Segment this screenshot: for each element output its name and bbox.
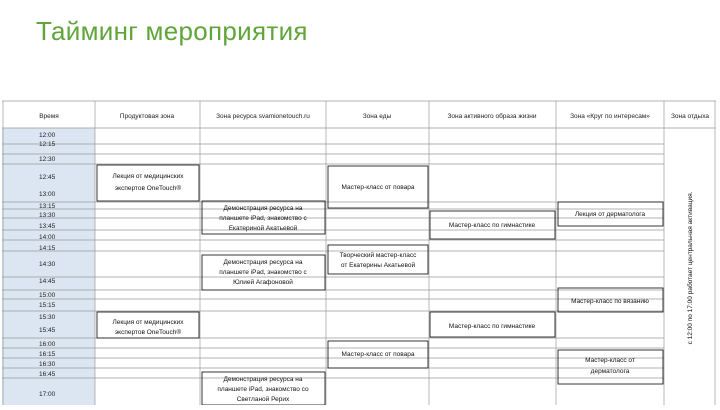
time-label: 15:00 <box>39 292 56 299</box>
event-text: планшете iPad, знакомство со <box>217 386 309 393</box>
event-text: Юлией Агафоновой <box>233 279 293 286</box>
column-header: Зона активного образа жизни <box>447 113 537 120</box>
event-text: планшете iPad, знакомство с <box>219 215 307 222</box>
time-label: 13:30 <box>39 212 56 219</box>
time-label: 16:45 <box>39 371 56 378</box>
time-label: 15:45 <box>39 327 56 334</box>
event-text: Мастер-класс по гимнастике <box>448 323 536 330</box>
column-header: Зона еды <box>362 113 392 120</box>
event-text: от Екатерины Акатьевой <box>340 262 416 269</box>
column-header: Время <box>39 113 59 120</box>
time-label: 14:30 <box>39 261 56 268</box>
event-text: Творческий мастер-класс <box>339 252 417 259</box>
event-text: Мастер-класс от <box>585 357 635 364</box>
time-label: 15:15 <box>39 302 56 309</box>
column-header: Зона отдыха <box>670 113 710 120</box>
time-label: 17:00 <box>39 391 56 398</box>
time-label: 16:00 <box>39 341 56 348</box>
column-header: Продуктовая зона <box>119 113 175 120</box>
event-text: Мастер-класс по гимнастике <box>448 222 536 229</box>
event-text: Демонстрация ресурса на <box>223 376 303 383</box>
event-text: Екатериной Акатьевой <box>228 225 298 232</box>
time-label: 14:00 <box>39 234 56 241</box>
event-text: Лекция от медицинских <box>112 173 184 180</box>
time-label: 13:15 <box>39 203 56 210</box>
event-text: дерматолога <box>590 368 630 375</box>
event-text: Мастер-класс от повара <box>341 351 415 358</box>
event-text: Лекция от дерматолога <box>574 211 646 218</box>
event-text: Светланой Рерих <box>236 396 290 403</box>
time-label: 12:15 <box>39 141 56 148</box>
page-title: Тайминг мероприятия <box>36 16 308 46</box>
event-text: Лекция от медицинских <box>112 319 184 326</box>
time-label: 12:00 <box>39 132 56 139</box>
column-header: Зона «Круг по интересам» <box>570 113 650 120</box>
time-label: 16:15 <box>39 351 56 358</box>
timing-grid <box>2 100 716 405</box>
event-text: Мастер-класс по вязанию <box>571 298 649 305</box>
event-text: Мастер-класс от повара <box>341 184 415 191</box>
event-text: планшете iPad, знакомство с <box>219 269 307 276</box>
time-label: 16:30 <box>39 361 56 368</box>
time-label: 14:15 <box>39 245 56 252</box>
column-header: Зона ресурса svamionetouch.ru <box>216 113 310 120</box>
event-text: Демонстрация ресурса на <box>223 205 303 212</box>
time-label: 13:00 <box>39 191 56 198</box>
time-label: 12:45 <box>39 174 56 181</box>
header-row <box>39 112 709 120</box>
timing-table <box>2 100 716 405</box>
time-label: 14:45 <box>39 278 56 285</box>
time-label: 12:30 <box>39 156 56 163</box>
time-label: 15:30 <box>39 314 56 321</box>
event-text: Демонстрация ресурса на <box>223 259 303 266</box>
event-text: экспертов OneTouch® <box>114 185 182 192</box>
side-note: с 12:00 по 17:00 работает центральная активация. <box>687 191 694 345</box>
time-label: 13:45 <box>39 223 56 230</box>
event-text: экспертов OneTouch® <box>114 329 182 336</box>
